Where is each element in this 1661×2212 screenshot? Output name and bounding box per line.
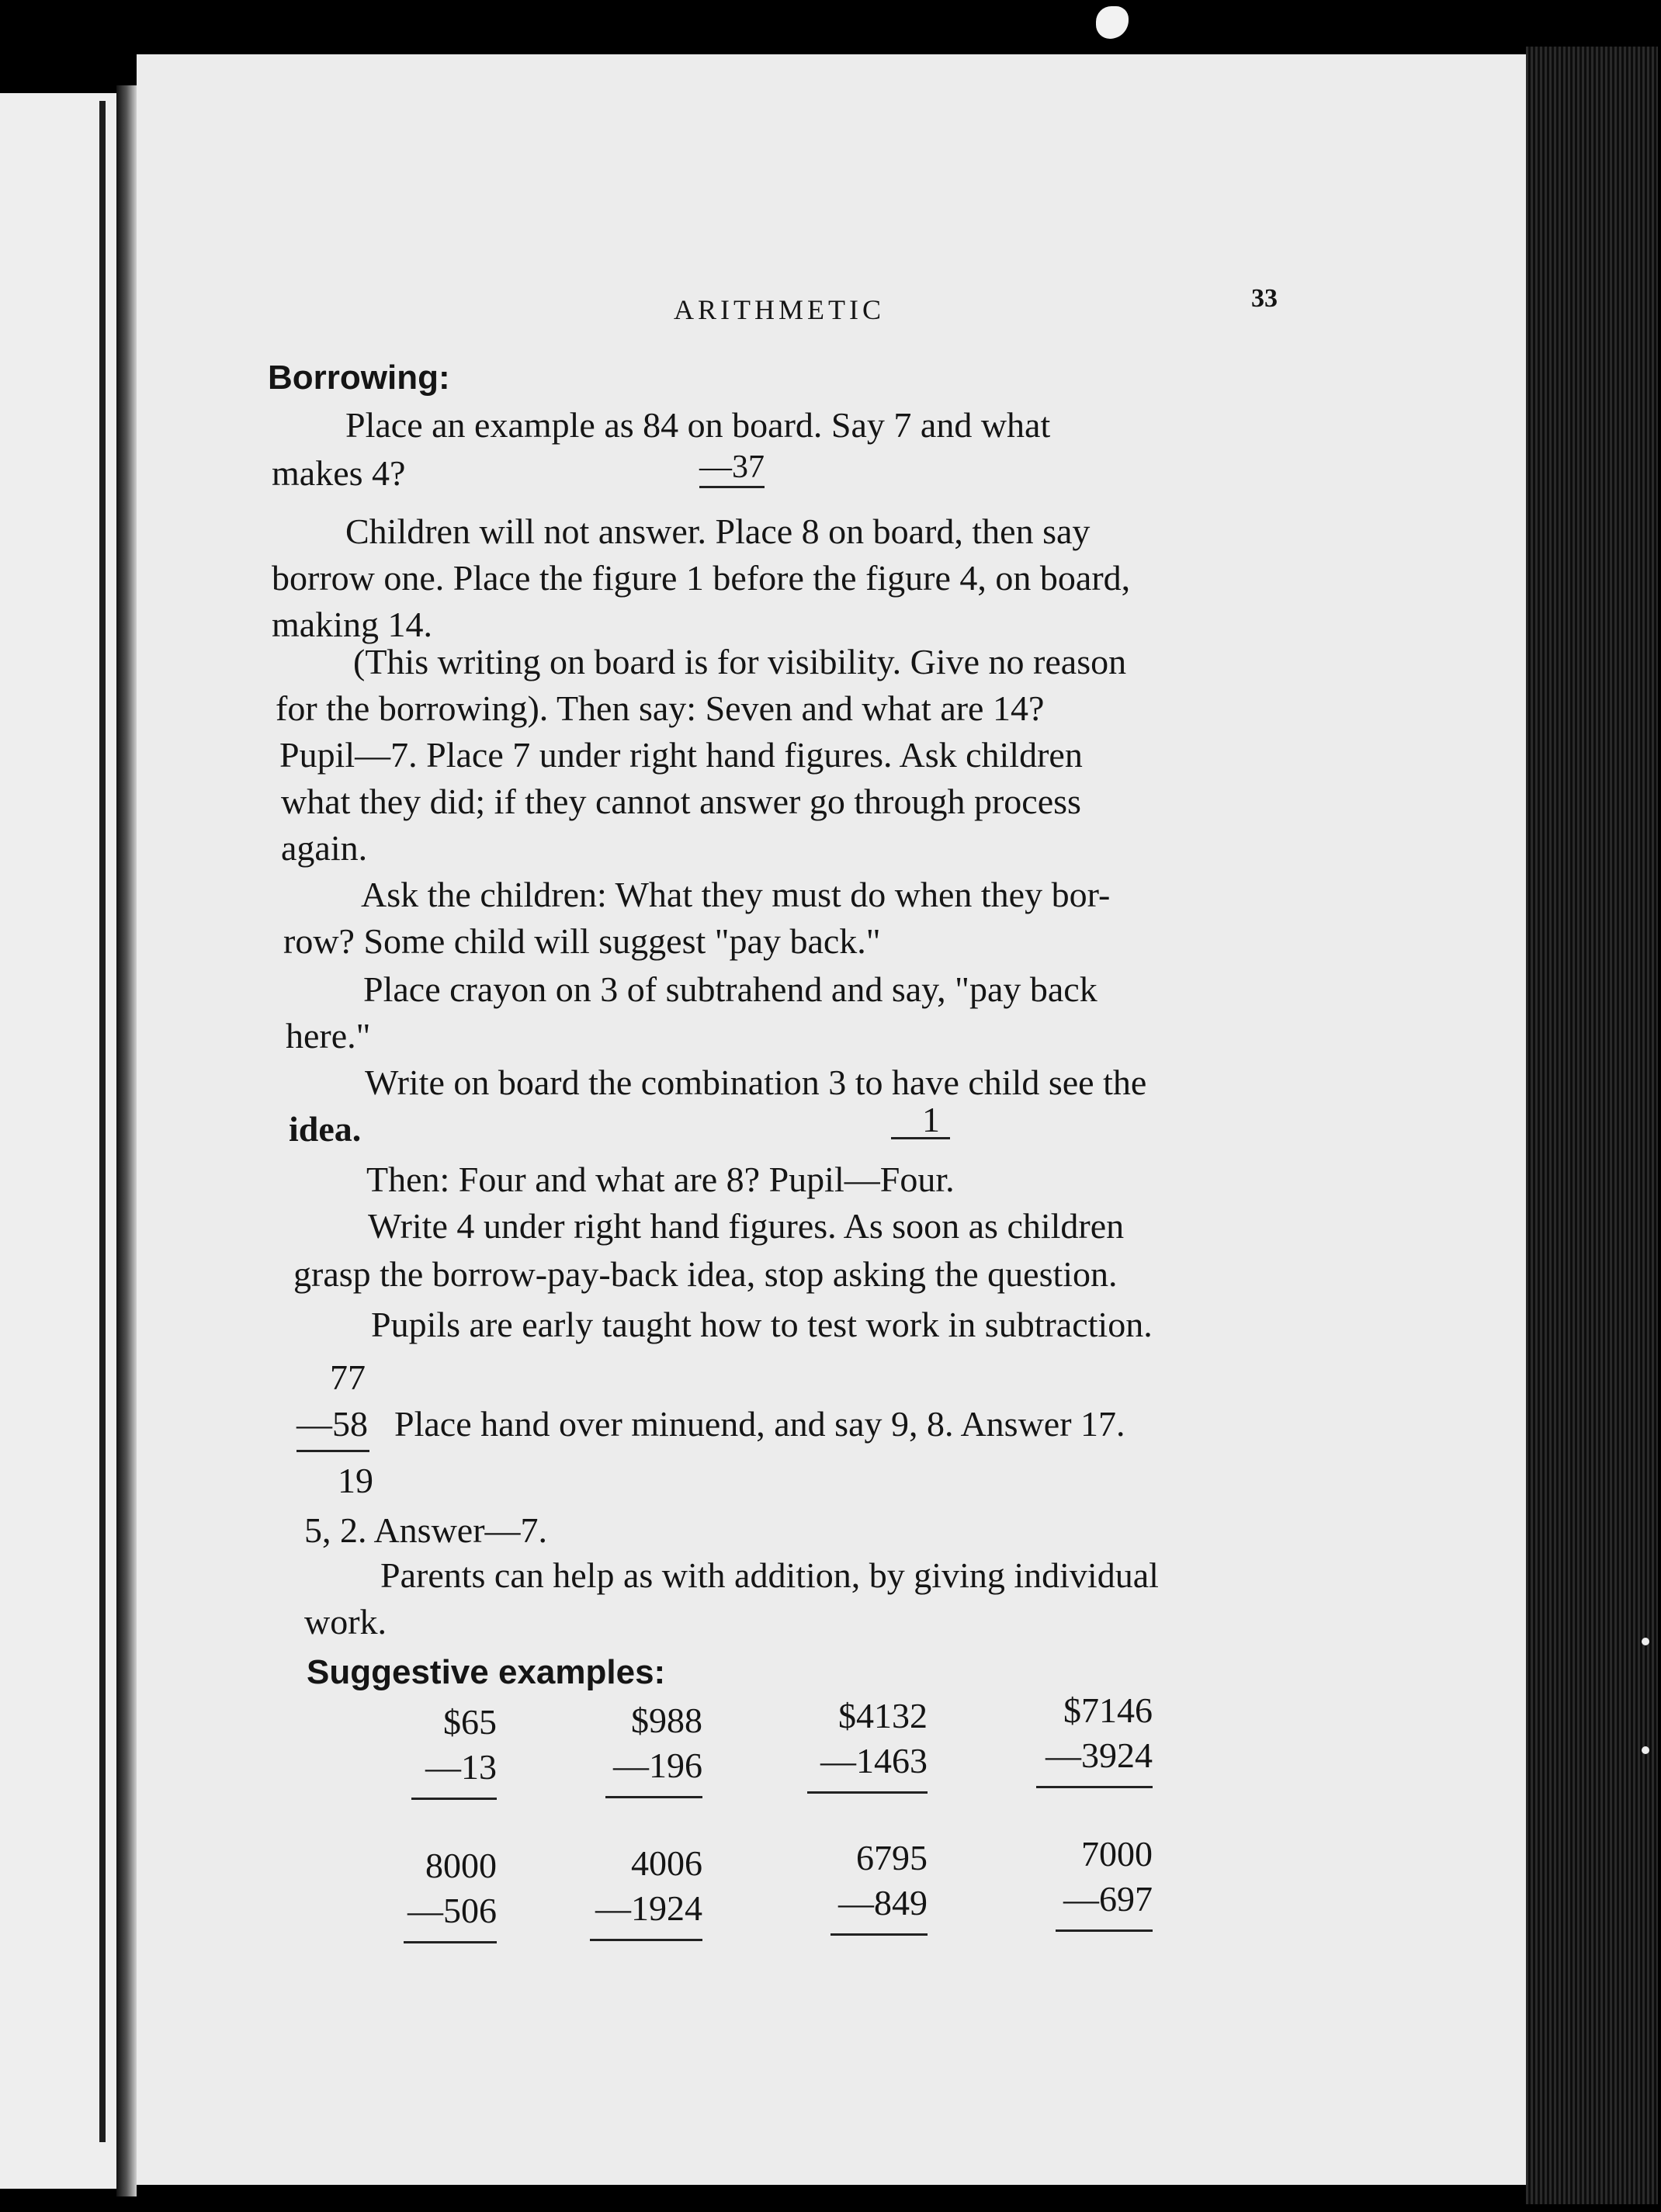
- example-rule: [830, 1933, 928, 1936]
- combination-rule: [891, 1137, 950, 1139]
- example-problem: [830, 1836, 928, 1936]
- example-top: $7146: [1063, 1690, 1153, 1730]
- example-top: $4132: [838, 1696, 928, 1735]
- example-top: $988: [631, 1701, 702, 1740]
- paragraph-line: Write on board the combination 3 to have child see the: [365, 1063, 1147, 1102]
- paragraph-line: Write 4 under right hand figures. As soon as children: [368, 1206, 1125, 1246]
- paragraph-line: work.: [304, 1602, 387, 1642]
- paragraph-line: (This writing on board is for visibility. Give no reason: [353, 642, 1127, 681]
- paragraph-line: Place an example as 84 on board. Say 7 and what: [345, 405, 1051, 445]
- left-page-border: [99, 101, 106, 2142]
- example-top: $65: [443, 1702, 497, 1742]
- example-bottom: —506: [407, 1891, 497, 1930]
- example-problem: [411, 1700, 497, 1800]
- example-problem: [807, 1694, 928, 1794]
- paragraph-line: row? Some child will suggest "pay back.": [283, 921, 881, 961]
- paragraph-line: here.": [286, 1016, 371, 1056]
- paper-blot: [1096, 6, 1129, 39]
- edge-speck: [1642, 1638, 1649, 1645]
- paragraph-line: Then: Four and what are 8? Pupil—Four.: [366, 1160, 955, 1199]
- paragraph-line: Pupils are early taught how to test work in subtraction.: [371, 1305, 1153, 1344]
- example-top: 7000: [1081, 1834, 1153, 1874]
- example-rule: [1036, 1786, 1153, 1788]
- example-top: 8000: [425, 1846, 497, 1885]
- book-gutter: [116, 85, 137, 2196]
- example-bottom: —849: [838, 1883, 928, 1922]
- example-rule: [605, 1796, 702, 1798]
- example-problem: [404, 1843, 497, 1943]
- page-number: 33: [1251, 284, 1278, 313]
- paragraph-line: makes 4?: [272, 453, 406, 493]
- test-difference: 19: [338, 1461, 373, 1500]
- example-rule: [1056, 1929, 1153, 1932]
- example-top: 4006: [631, 1843, 702, 1883]
- paragraph-line: Place hand over minuend, and say 9, 8. Answer 17.: [394, 1404, 1125, 1444]
- example-rule: [404, 1941, 497, 1943]
- example-rule: [807, 1791, 928, 1794]
- example-rule: [590, 1939, 702, 1941]
- subtrahend-37: —37: [689, 449, 775, 488]
- running-header: ARITHMETIC: [674, 294, 885, 325]
- example-problem: [1056, 1832, 1153, 1932]
- page-edges: [1526, 47, 1658, 2204]
- test-subtrahend: —58: [296, 1404, 368, 1444]
- suggestive-heading: Suggestive examples:: [307, 1653, 666, 1691]
- example-bottom: —196: [613, 1746, 702, 1785]
- combination-bottom: 1: [922, 1100, 940, 1139]
- paragraph-line: Ask the children: What they must do when they bor-: [361, 875, 1111, 914]
- paragraph-line: Place crayon on 3 of subtrahend and say, "pay back: [363, 969, 1098, 1009]
- paragraph-line: Children will not answer. Place 8 on board, then say: [345, 511, 1091, 551]
- example-problem: [590, 1841, 702, 1941]
- example-bottom: —13: [425, 1747, 497, 1787]
- example-problem: [605, 1698, 702, 1798]
- paragraph-line: idea.: [289, 1109, 362, 1149]
- paragraph-line: 5, 2. Answer—7.: [304, 1510, 548, 1550]
- example-problem: [1036, 1688, 1153, 1788]
- paragraph-line: making 14.: [272, 605, 432, 644]
- paragraph-line: what they did; if they cannot answer go through process: [281, 782, 1081, 821]
- edge-speck: [1642, 1746, 1649, 1754]
- section-heading: Borrowing:: [268, 359, 450, 397]
- example-bottom: —1924: [595, 1888, 702, 1928]
- example-top: 6795: [856, 1838, 928, 1877]
- paragraph-line: borrow one. Place the figure 1 before the figure 4, on board,: [272, 558, 1131, 598]
- test-rule: [296, 1450, 369, 1452]
- test-minuend: 77: [330, 1357, 366, 1397]
- paragraph-line: grasp the borrow-pay-back idea, stop asking the question.: [293, 1254, 1118, 1294]
- example-bottom: —1463: [820, 1741, 928, 1780]
- paragraph-line: Parents can help as with addition, by giving individual: [380, 1555, 1159, 1595]
- paragraph-line: again.: [281, 828, 368, 868]
- paragraph-line: Pupil—7. Place 7 under right hand figures. Ask children: [279, 735, 1083, 775]
- paragraph-line: for the borrowing). Then say: Seven and what are 14?: [276, 688, 1045, 728]
- example-rule: [411, 1798, 497, 1800]
- example-bottom: —3924: [1045, 1735, 1153, 1775]
- example-bottom: —697: [1063, 1879, 1153, 1919]
